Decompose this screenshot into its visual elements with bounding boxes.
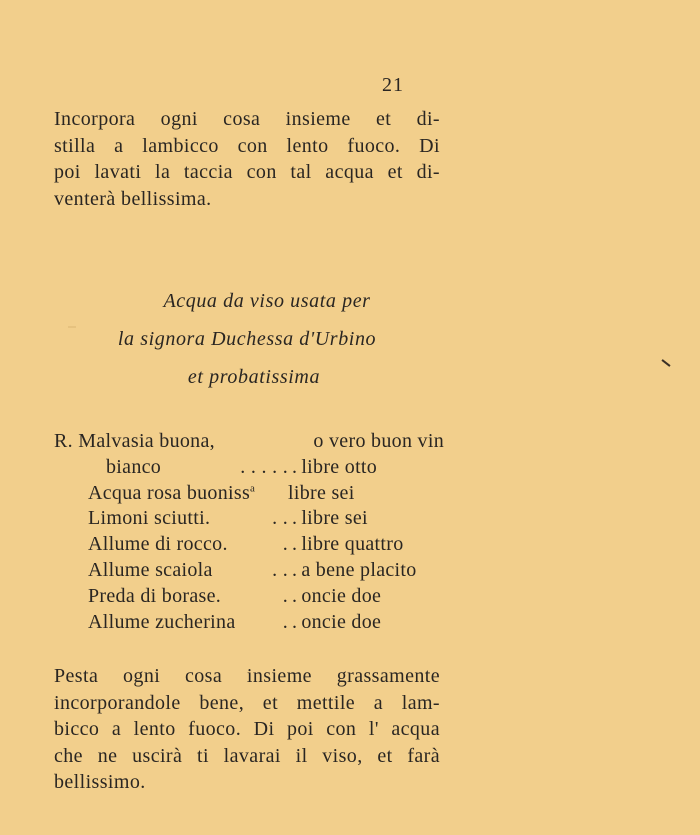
ingredient-cell — [54, 532, 288, 558]
ingredient-cell — [54, 584, 288, 610]
ingredient-dots: . — [292, 558, 298, 581]
ingredient-name: Allume di rocco. — [88, 533, 228, 556]
ingredient-row — [54, 584, 444, 610]
paper-smudge — [68, 326, 76, 328]
ingredient-quantity: o vero buon vin — [313, 430, 444, 452]
closing-paragraph — [54, 663, 440, 796]
ingredient-list — [54, 429, 444, 635]
ingredient-row — [54, 610, 444, 636]
ingredient-abbrev-sup: a — [250, 481, 256, 494]
ingredient-dots: . — [282, 584, 288, 607]
ingredient-dots: . — [292, 533, 298, 556]
ingredient-row — [54, 481, 444, 507]
ingredient-dots: . — [292, 507, 298, 530]
ingredient-row — [54, 429, 444, 455]
ingredient-dots: . — [282, 533, 288, 556]
intro-line: Incorpora ogni cosa insieme et di- — [54, 108, 440, 130]
ingredient-name: Allume scaiola — [88, 558, 213, 581]
page-number: 21 — [382, 74, 404, 96]
ingredient-dots: . — [292, 610, 298, 633]
ingredient-row — [54, 506, 444, 532]
ingredient-cell — [54, 610, 288, 636]
ingredient-dots: . . — [272, 507, 288, 530]
closing-line: incorporandole bene, et mettile a lam- — [54, 691, 440, 714]
closing-line: che ne uscirà ti lavarai il viso, et farà — [54, 744, 440, 767]
ingredient-name: Acqua rosa buoniss — [88, 481, 251, 504]
recipe-prefix: R. — [54, 430, 73, 452]
ingredient-quantity: oncie doe — [301, 584, 382, 607]
ingredient-quantity: libre quattro — [301, 533, 404, 556]
ingredient-name: Allume zucherina — [88, 610, 236, 633]
intro-paragraph — [54, 106, 440, 212]
ingredient-dots: . . . . . — [240, 455, 288, 478]
closing-line: bicco a lento fuoco. Di poi con l' acqua — [54, 718, 440, 740]
ingredient-row — [54, 455, 444, 481]
ingredient-quantity: libre otto — [301, 455, 378, 478]
ingredient-cell — [54, 481, 288, 507]
intro-line: stilla a lambicco con lento fuoco. Di — [54, 134, 440, 157]
ingredient-cell — [54, 455, 288, 481]
ingredient-dots: . — [292, 455, 298, 478]
ingredient-name: Malvasia buona, — [78, 430, 215, 452]
margin-mark — [661, 359, 670, 367]
recipe-title — [54, 282, 440, 396]
ingredient-dots: . — [292, 584, 298, 607]
ingredient-row — [54, 558, 444, 584]
ingredient-dots: . . — [272, 558, 288, 581]
ingredient-name: Limoni sciutti. — [88, 507, 211, 530]
closing-line: bellissimo. — [54, 771, 146, 793]
intro-line: venterà bellissima. — [54, 187, 212, 210]
ingredient-dots: . — [282, 610, 288, 633]
ingredient-quantity: oncie doe — [301, 610, 382, 633]
recipe-title-line: et probatissima — [187, 366, 321, 388]
ingredient-row — [54, 532, 444, 558]
ingredient-name: Preda di borase. — [88, 584, 222, 607]
ingredient-cell — [54, 558, 288, 584]
ingredient-cell — [54, 506, 288, 532]
ingredient-name: bianco — [106, 455, 162, 478]
closing-line: Pesta ogni cosa insieme grassamente — [54, 665, 440, 687]
recipe-title-line: Acqua da viso usata per — [163, 290, 371, 312]
ingredient-quantity: a bene placito — [301, 558, 417, 581]
ingredient-first — [54, 429, 215, 455]
ingredient-quantity: libre sei — [288, 481, 355, 504]
ingredient-quantity: libre sei — [301, 507, 368, 530]
intro-line: poi lavati la taccia con tal acqua et di- — [54, 161, 440, 183]
recipe-title-line: la signora Duchessa d'Urbino — [117, 328, 377, 350]
